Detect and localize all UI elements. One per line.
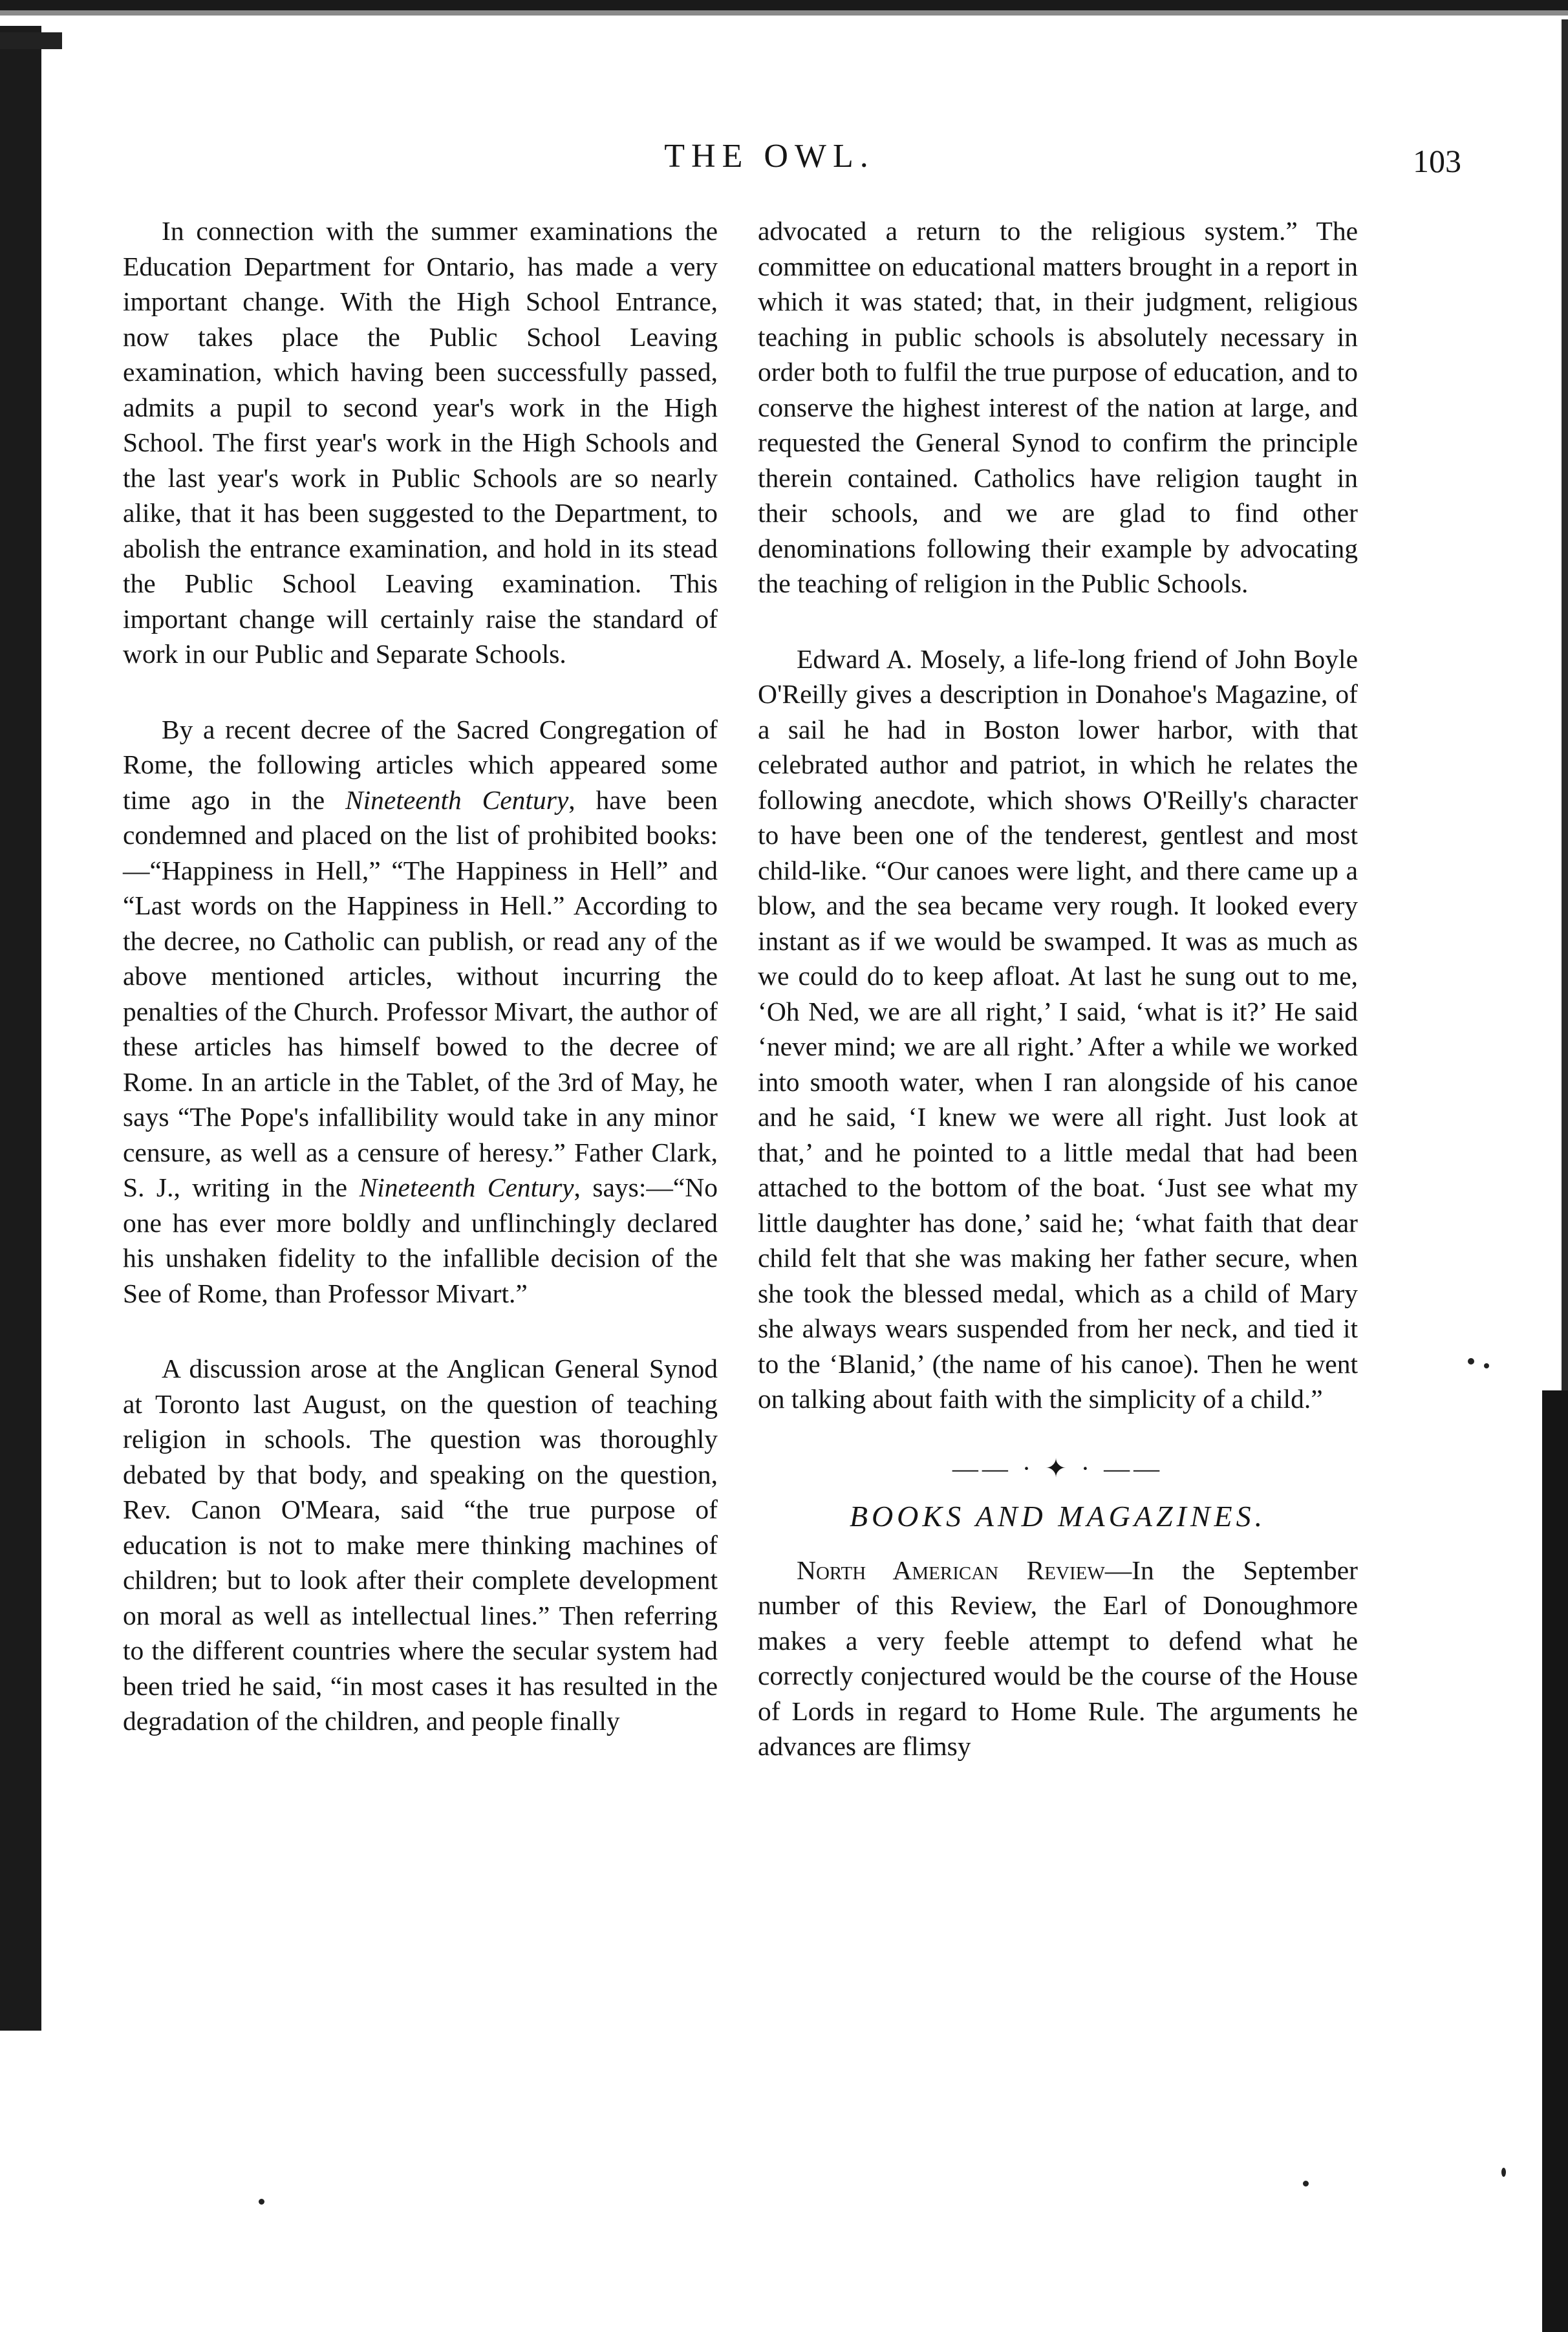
scan-speck: [259, 2199, 264, 2205]
scan-top-shadow: [0, 10, 1568, 16]
scan-left-binding: [0, 26, 41, 2031]
periodical-title: Nineteenth Century: [345, 784, 569, 815]
paragraph-exam-change: In connection with the summer examinations the Education Department for Ontario, has made a very important change. With the High School Entrance, now takes place the Public School Leaving examination, which having been successfully passed, admits a pupil to second year's work in the High School. The first year's work in the High Schools and the last year's work in Public Schools are so nearly alike, that it has been suggested to the Department, to abolish the entrance examination, and hold in its stead the Public School Leaving examination. This important change will certainly raise the standard of work in our Public and Separate Schools.: [123, 216, 718, 669]
paragraph-gap: [123, 672, 718, 712]
decree-text-2: , have been condemned and placed on the list of prohibited books:—“Happiness in Hell,” “The Happiness in Hell” and “Last words on the Happiness in Hell.” According to the decree, no Catholic can publish, or read any of the above mentioned articles, without incurring the penalties of the Church. Professor Mivart, the author of these articles has himself bowed to the decree of Rome. In an article in the Tablet, of the 3rd of May, he says “The Pope's infallibility would take in any minor censure, as well as a censure of heresy.” Father Clark, S. J., writing in the: [123, 784, 718, 1202]
paragraph-synod-continued: advocated a return to the religious system.” The committee on educational matters brought in a report in which it was stated; that, in their judgment, religious teaching in public schools is absolutely necessary in order both to fulfil the true purpose of education, and to conserve the highest interest of the nation at large, and requested the General Synod to confirm the principle therein contained. Catholics have religion taught in their schools, and we are glad to find other denominations following their example by advocating the teaching of religion in the Public Schools.: [758, 216, 1358, 598]
scan-speck: [1303, 2181, 1309, 2186]
section-heading-books: BOOKS AND MAGAZINES.: [849, 1499, 1267, 1533]
paragraph-gap: [758, 601, 1358, 642]
scan-top-edge: [0, 0, 1568, 10]
review-text: —In the September number of this Review, the Earl of Donoughmore makes a very feeble attempt to defend what he correctly conjectured would be the course of the House of Lords in regard to Home Rule. The arguments he advances are flimsy: [758, 1555, 1358, 1761]
scan-left-mark: [0, 32, 62, 49]
paragraph-north-american-review: [758, 1553, 1358, 1764]
scan-speck: [1468, 1358, 1474, 1365]
scan-speck: [1484, 1363, 1489, 1368]
decree-text-3: , says:—“No one has ever more boldly and unflinchingly declared his unshaken fidelity to the infallible decision of the See of Rome, than Professor Mivart.”: [123, 1172, 718, 1308]
paragraph-anglican-synod: A discussion arose at the Anglican General Synod at Toronto last August, on the question of teaching religion in schools. The question was thoroughly debated by that body, and speaking on the question, Rev. Canon O'Meara, said “the true purpose of education is not to make mere thinking machines of children; but to look after their complete development on moral as well as intellectual lines.” Then referring to the different countries where the secular system had been tried he said, “in most cases it has resulted in the degradation of the children, and people finally: [123, 1354, 718, 1736]
review-title: North American Review: [797, 1555, 1105, 1585]
scan-right-binding: [1542, 1390, 1568, 2332]
paragraph-gap: [123, 1311, 718, 1351]
page-number: 103: [1413, 143, 1461, 179]
periodical-title: Nineteenth Century: [359, 1172, 574, 1202]
page-header: [78, 137, 1461, 182]
left-column: [123, 213, 718, 1739]
paragraph-decree-rome: [123, 712, 718, 1312]
paragraph-oreilly-anecdote: Edward A. Mosely, a life-long friend of John Boyle O'Reilly gives a description in Donahoe's Magazine, of a sail he had in Boston lower harbor, with that celebrated author and patriot, in which he relates the following anecdote, which shows O'Reilly's character to have been one of the tenderest, gentlest and most child-like. “Our canoes were light, and there came up a blow, and the sea became very rough. It looked every instant as if we would be swamped. It was as much as we could do to keep afloat. At last he sung out to me, ‘Oh Ned, we are all right,’ I said, ‘what is it?’ He said ‘never mind; we are all right.’ After a while we worked into smooth water, when I ran alongside of his canoe and he said, ‘I knew we were all right. Just look at that,’ and he pointed to a little medal that had been attached to the bottom of the boat. ‘Just see what my little daughter has done,’ said he; ‘what faith that dear child felt that she was making her father secure, when she took the blessed medal, which as a child of Mary she always wears suspended from her neck, and tied it to the ‘Blanid,’ (the name of his canoe). Then he went on talking about faith with the simplicity of a child.”: [758, 643, 1358, 1414]
paragraph-gap: [758, 1417, 1358, 1449]
scan-speck: [1501, 2168, 1506, 2177]
right-column: [758, 213, 1358, 1764]
running-title: THE OWL.: [664, 138, 875, 175]
decree-text-1: By a recent decree of the Sacred Congregation of Rome, the following articles which appeared some time ago in the: [123, 714, 718, 815]
section-ornament: —— · ✦ · ——: [952, 1453, 1164, 1483]
